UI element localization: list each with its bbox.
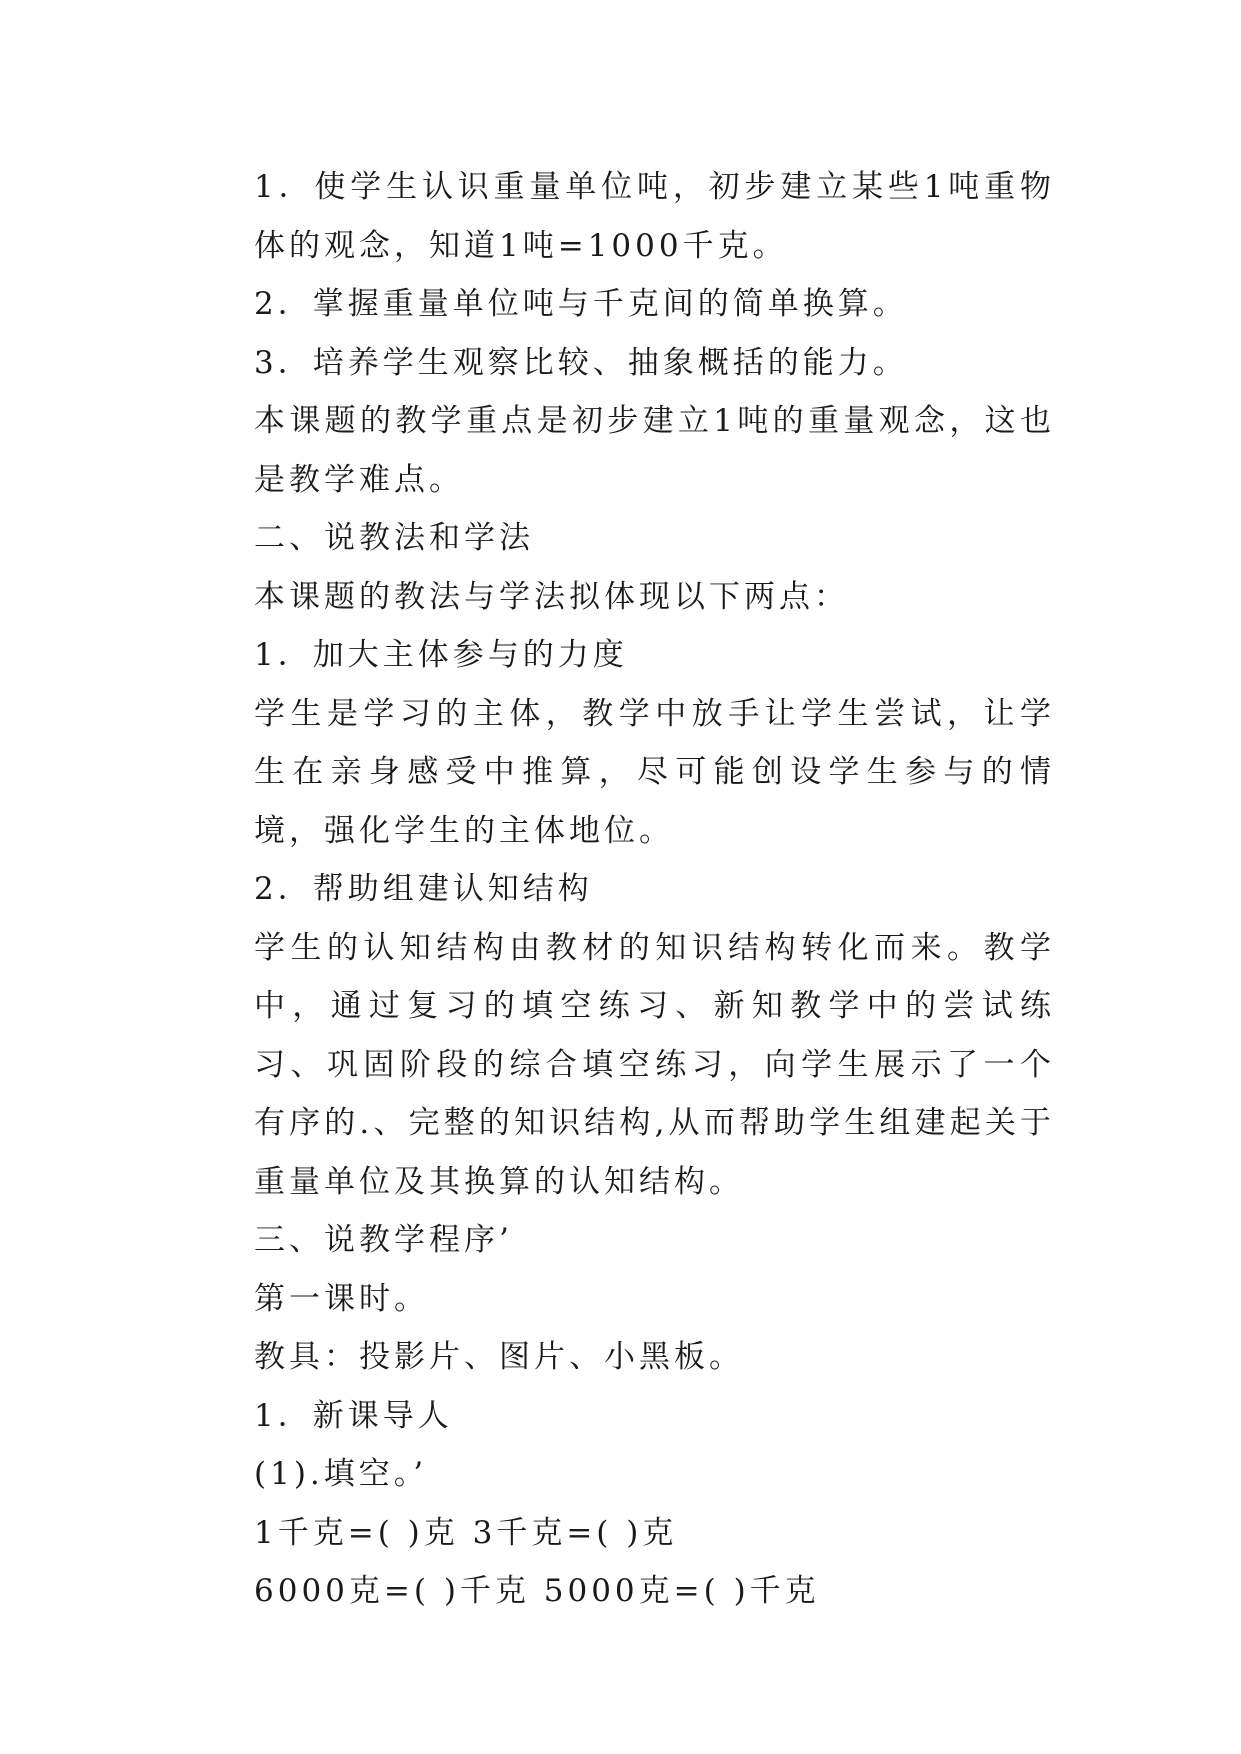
paragraph-key-point: 本课题的教学重点是初步建立1吨的重量观念，这也是教学难点。 (254, 403, 1055, 498)
paragraph-objective-2: 2．掌握重量单位吨与千克间的简单换算。 (254, 286, 908, 322)
paragraph-objective-1: 1．使学生认识重量单位吨，初步建立某些1吨重物体的观念，知道1吨=1000千克。 (254, 169, 1055, 264)
paragraph-first-lesson: 第一课时。 (254, 1280, 429, 1317)
document-page (190, 158, 1055, 1621)
section-heading-procedure: 三、说教学程序’ (254, 1222, 513, 1258)
paragraph-objective-3: 3．培养学生观察比较、抽象概括的能力。 (254, 344, 908, 381)
subheading-fill-blank: (1).填空。’ (254, 1456, 428, 1492)
exercise-line-1: 1千克=( )克 3千克=( )克 (254, 1514, 678, 1551)
exercise-line-2: 6000克=( )千克 5000克=( )千克 (254, 1573, 820, 1609)
section-heading-methods: 二、说教法和学法 (254, 520, 534, 556)
subheading-introduction: 1．新课导人 (254, 1397, 453, 1434)
subheading-cognitive-structure: 2．帮助组建认知结构 (254, 871, 593, 907)
paragraph-methods-intro: 本课题的教法与学法拟体现以下两点： (254, 578, 849, 615)
paragraph-cognitive-structure: 学生的认知结构由教材的知识结构转化而来。教学中，通过复习的填空练习、新知教学中的尝试练习、巩固阶段的综合填空练习，向学生展示了一个有序的.、完整的知识结构,从而帮助学生组建起关于重量单位及其换算的认知结构。 (254, 929, 1055, 1200)
paragraph-participation: 学生是学习的主体，教学中放手让学生尝试，让学生在亲身感受中推算，尽可能创设学生参与的情境，强化学生的主体地位。 (254, 695, 1055, 849)
paragraph-teaching-aids: 教具：投影片、图片、小黑板。 (254, 1339, 744, 1375)
subheading-participation: 1．加大主体参与的力度 (254, 637, 628, 673)
